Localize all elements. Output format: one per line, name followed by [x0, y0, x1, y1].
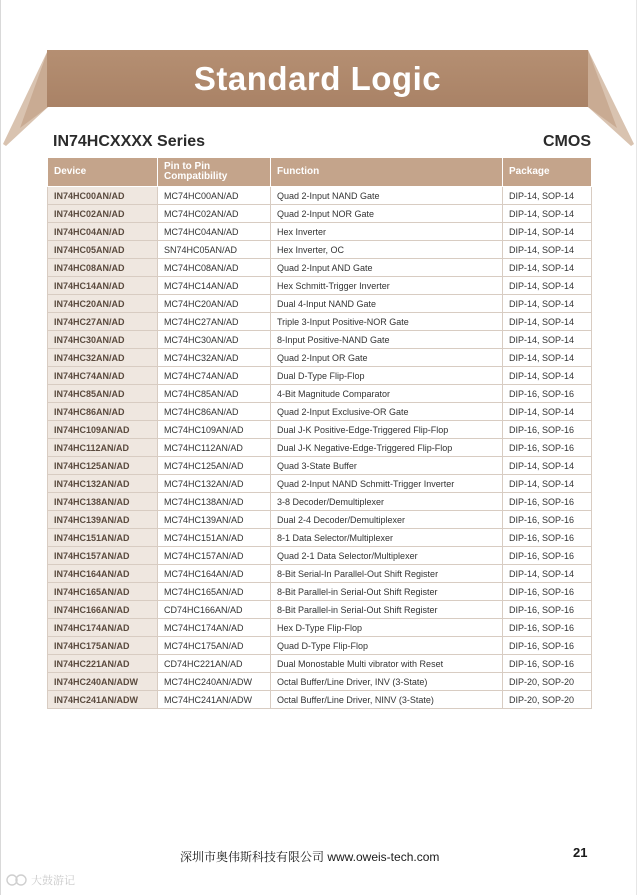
cell-package: DIP-14, SOP-14 — [503, 457, 592, 475]
cell-package: DIP-16, SOP-16 — [503, 493, 592, 511]
cell-pin-to-pin: MC74HC241AN/ADW — [158, 691, 271, 709]
cell-function: Hex Inverter, OC — [271, 241, 503, 259]
cell-function: Quad 2-Input AND Gate — [271, 259, 503, 277]
cell-pin-to-pin: MC74HC08AN/AD — [158, 259, 271, 277]
logic-table — [47, 157, 592, 709]
cell-function: 8-Bit Parallel-in Serial-Out Shift Register — [271, 601, 503, 619]
cell-function: Quad 3-State Buffer — [271, 457, 503, 475]
table-row — [48, 529, 592, 547]
cell-pin-to-pin: MC74HC20AN/AD — [158, 295, 271, 313]
cell-pin-to-pin: MC74HC132AN/AD — [158, 475, 271, 493]
table-body — [48, 187, 592, 709]
cell-package: DIP-20, SOP-20 — [503, 673, 592, 691]
cell-pin-to-pin: MC74HC139AN/AD — [158, 511, 271, 529]
table-row — [48, 493, 592, 511]
cell-package: DIP-14, SOP-14 — [503, 277, 592, 295]
table-row — [48, 619, 592, 637]
table-row — [48, 205, 592, 223]
cell-pin-to-pin: MC74HC32AN/AD — [158, 349, 271, 367]
cell-package: DIP-14, SOP-14 — [503, 187, 592, 205]
cell-function: Dual Monostable Multi vibrator with Reset — [271, 655, 503, 673]
cell-device: IN74HC02AN/AD — [48, 205, 158, 223]
cell-pin-to-pin: MC74HC164AN/AD — [158, 565, 271, 583]
table-row — [48, 403, 592, 421]
cell-pin-to-pin: MC74HC174AN/AD — [158, 619, 271, 637]
cell-function: Octal Buffer/Line Driver, NINV (3-State) — [271, 691, 503, 709]
table-row — [48, 475, 592, 493]
table-row — [48, 187, 592, 205]
cell-package: DIP-14, SOP-14 — [503, 295, 592, 313]
watermark — [6, 872, 75, 888]
cell-package: DIP-16, SOP-16 — [503, 619, 592, 637]
cell-pin-to-pin: MC74HC86AN/AD — [158, 403, 271, 421]
table-row — [48, 691, 592, 709]
cell-pin-to-pin: MC74HC165AN/AD — [158, 583, 271, 601]
cell-device: IN74HC04AN/AD — [48, 223, 158, 241]
cell-function: Octal Buffer/Line Driver, INV (3-State) — [271, 673, 503, 691]
watermark-logo-icon — [6, 873, 28, 887]
cell-device: IN74HC109AN/AD — [48, 421, 158, 439]
cell-device: IN74HC174AN/AD — [48, 619, 158, 637]
cell-function: Hex Inverter — [271, 223, 503, 241]
cell-pin-to-pin: MC74HC85AN/AD — [158, 385, 271, 403]
cell-function: 8-Input Positive-NAND Gate — [271, 331, 503, 349]
cell-pin-to-pin: MC74HC157AN/AD — [158, 547, 271, 565]
cell-pin-to-pin: MC74HC14AN/AD — [158, 277, 271, 295]
cell-device: IN74HC112AN/AD — [48, 439, 158, 457]
cell-pin-to-pin: MC74HC74AN/AD — [158, 367, 271, 385]
cell-package: DIP-14, SOP-14 — [503, 313, 592, 331]
cell-package: DIP-14, SOP-14 — [503, 565, 592, 583]
cell-package: DIP-14, SOP-14 — [503, 223, 592, 241]
table-row — [48, 367, 592, 385]
header-device: Device — [48, 158, 158, 187]
cell-pin-to-pin: SN74HC05AN/AD — [158, 241, 271, 259]
table-row — [48, 457, 592, 475]
cell-package: DIP-16, SOP-16 — [503, 637, 592, 655]
cell-device: IN74HC166AN/AD — [48, 601, 158, 619]
cell-package: DIP-16, SOP-16 — [503, 583, 592, 601]
cell-function: Dual 2-4 Decoder/Demultiplexer — [271, 511, 503, 529]
cell-function: Quad 2-Input NAND Gate — [271, 187, 503, 205]
cell-function: Quad 2-Input Exclusive-OR Gate — [271, 403, 503, 421]
table-row — [48, 601, 592, 619]
cell-function: 4-Bit Magnitude Comparator — [271, 385, 503, 403]
table-row — [48, 259, 592, 277]
cell-package: DIP-14, SOP-14 — [503, 331, 592, 349]
cell-function: Dual D-Type Flip-Flop — [271, 367, 503, 385]
banner-title: Standard Logic — [193, 59, 442, 97]
cell-function: Quad 2-Input NAND Schmitt-Trigger Inverter — [271, 475, 503, 493]
cell-pin-to-pin: MC74HC138AN/AD — [158, 493, 271, 511]
header-function: Function — [271, 158, 503, 187]
series-title: IN74HCXXXX Series — [53, 133, 206, 150]
cell-function: Quad 2-Input OR Gate — [271, 349, 503, 367]
cell-package: DIP-16, SOP-16 — [503, 385, 592, 403]
cell-function: 8-Bit Parallel-in Serial-Out Shift Register — [271, 583, 503, 601]
table-row — [48, 439, 592, 457]
table-row — [48, 565, 592, 583]
cell-function: 8-1 Data Selector/Multiplexer — [271, 529, 503, 547]
table-header-row — [48, 158, 592, 187]
cell-pin-to-pin: MC74HC125AN/AD — [158, 457, 271, 475]
cell-package: DIP-16, SOP-16 — [503, 529, 592, 547]
cell-device: IN74HC85AN/AD — [48, 385, 158, 403]
table-row — [48, 313, 592, 331]
table-row — [48, 241, 592, 259]
table-row — [48, 385, 592, 403]
cell-device: IN74HC32AN/AD — [48, 349, 158, 367]
cell-function: Quad D-Type Flip-Flop — [271, 637, 503, 655]
watermark-text: 大鼓游记 — [31, 875, 75, 887]
table-row — [48, 331, 592, 349]
cell-package: DIP-16, SOP-16 — [503, 511, 592, 529]
cell-function: Quad 2-Input NOR Gate — [271, 205, 503, 223]
cell-function: Quad 2-1 Data Selector/Multiplexer — [271, 547, 503, 565]
cell-package: DIP-16, SOP-16 — [503, 601, 592, 619]
cell-device: IN74HC132AN/AD — [48, 475, 158, 493]
cell-device: IN74HC08AN/AD — [48, 259, 158, 277]
table-row — [48, 295, 592, 313]
cell-package: DIP-16, SOP-16 — [503, 547, 592, 565]
cell-device: IN74HC27AN/AD — [48, 313, 158, 331]
table-row — [48, 655, 592, 673]
cell-device: IN74HC175AN/AD — [48, 637, 158, 655]
cell-function: Dual J-K Negative-Edge-Triggered Flip-Flop — [271, 439, 503, 457]
cell-package: DIP-14, SOP-14 — [503, 403, 592, 421]
cell-pin-to-pin: MC74HC175AN/AD — [158, 637, 271, 655]
cell-function: 3-8 Decoder/Demultiplexer — [271, 493, 503, 511]
cell-device: IN74HC157AN/AD — [48, 547, 158, 565]
cell-package: DIP-14, SOP-14 — [503, 241, 592, 259]
table-row — [48, 637, 592, 655]
cell-pin-to-pin: MC74HC109AN/AD — [158, 421, 271, 439]
table-row — [48, 583, 592, 601]
cell-pin-to-pin: MC74HC27AN/AD — [158, 313, 271, 331]
cell-device: IN74HC86AN/AD — [48, 403, 158, 421]
header-pin-to-pin: Pin to Pin Compatibility — [158, 158, 271, 187]
cell-package: DIP-14, SOP-14 — [503, 259, 592, 277]
cell-device: IN74HC138AN/AD — [48, 493, 158, 511]
cell-package: DIP-16, SOP-16 — [503, 655, 592, 673]
page-number: 21 — [573, 845, 588, 860]
table-row — [48, 349, 592, 367]
cell-pin-to-pin: MC74HC240AN/ADW — [158, 673, 271, 691]
cell-function: Dual 4-Input NAND Gate — [271, 295, 503, 313]
cell-package: DIP-14, SOP-14 — [503, 367, 592, 385]
cell-device: IN74HC14AN/AD — [48, 277, 158, 295]
cell-package: DIP-16, SOP-16 — [503, 421, 592, 439]
banner-main — [47, 50, 588, 107]
table-row — [48, 511, 592, 529]
cell-device: IN74HC74AN/AD — [48, 367, 158, 385]
cell-function: Hex Schmitt-Trigger Inverter — [271, 277, 503, 295]
cell-pin-to-pin: MC74HC151AN/AD — [158, 529, 271, 547]
cell-device: IN74HC241AN/ADW — [48, 691, 158, 709]
cell-pin-to-pin: MC74HC112AN/AD — [158, 439, 271, 457]
cell-device: IN74HC125AN/AD — [48, 457, 158, 475]
series-header — [53, 130, 591, 154]
table-row — [48, 421, 592, 439]
cell-device: IN74HC165AN/AD — [48, 583, 158, 601]
cell-pin-to-pin: MC74HC02AN/AD — [158, 205, 271, 223]
cell-device: IN74HC20AN/AD — [48, 295, 158, 313]
cell-package: DIP-16, SOP-16 — [503, 439, 592, 457]
table-row — [48, 277, 592, 295]
cell-device: IN74HC164AN/AD — [48, 565, 158, 583]
cell-package: DIP-14, SOP-14 — [503, 205, 592, 223]
cell-pin-to-pin: CD74HC166AN/AD — [158, 601, 271, 619]
header-package: Package — [503, 158, 592, 187]
cell-device: IN74HC139AN/AD — [48, 511, 158, 529]
table-row — [48, 673, 592, 691]
cell-device: IN74HC30AN/AD — [48, 331, 158, 349]
cell-package: DIP-14, SOP-14 — [503, 475, 592, 493]
cell-function: 8-Bit Serial-In Parallel-Out Shift Register — [271, 565, 503, 583]
table-row — [48, 223, 592, 241]
cell-device: IN74HC05AN/AD — [48, 241, 158, 259]
cell-package: DIP-20, SOP-20 — [503, 691, 592, 709]
series-technology: CMOS — [543, 133, 591, 150]
cell-device: IN74HC221AN/AD — [48, 655, 158, 673]
footer-company-url: 深圳市奥伟斯科技有限公司 www.oweis-tech.com — [180, 850, 440, 864]
cell-package: DIP-14, SOP-14 — [503, 349, 592, 367]
cell-pin-to-pin: MC74HC30AN/AD — [158, 331, 271, 349]
table-row — [48, 547, 592, 565]
cell-function: Hex D-Type Flip-Flop — [271, 619, 503, 637]
cell-device: IN74HC151AN/AD — [48, 529, 158, 547]
cell-device: IN74HC00AN/AD — [48, 187, 158, 205]
cell-pin-to-pin: CD74HC221AN/AD — [158, 655, 271, 673]
cell-pin-to-pin: MC74HC00AN/AD — [158, 187, 271, 205]
cell-function: Dual J-K Positive-Edge-Triggered Flip-Flop — [271, 421, 503, 439]
cell-pin-to-pin: MC74HC04AN/AD — [158, 223, 271, 241]
cell-function: Triple 3-Input Positive-NOR Gate — [271, 313, 503, 331]
cell-device: IN74HC240AN/ADW — [48, 673, 158, 691]
